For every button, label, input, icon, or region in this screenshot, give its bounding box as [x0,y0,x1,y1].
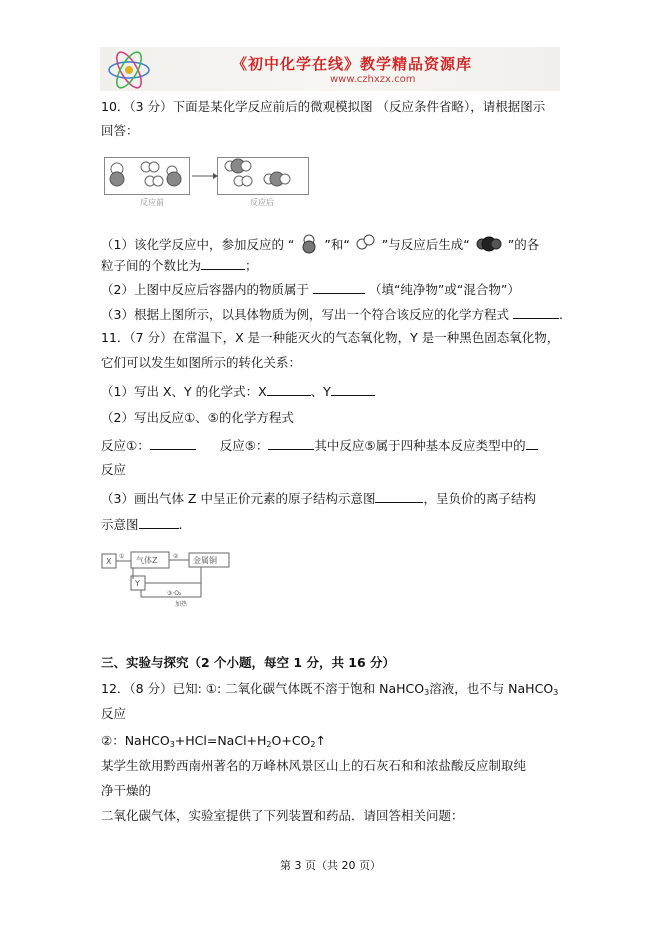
q11-part2: （2）写出反应①、⑤的化学方程式 [101,410,294,425]
q11-transformation-figure [101,549,251,611]
q10-part1-line1 [101,233,539,255]
molecule-a-icon [298,233,320,255]
section3-heading: 三、实验与探究（2 个小题，每空 1 分，共 16 分） [101,655,396,670]
q11-p2-tail: 其中反应⑤属于四种基本反应类型中的 [314,438,526,453]
q11-p3-a: （3）画出气体 Z 中呈正价元素的原子结构示意图 [101,491,376,506]
sub-3: 3 [553,688,559,697]
eq-a: ②：NaHCO [101,733,170,748]
molecule-c-icon [474,235,504,253]
q10-p1-a: （1）该化学反应中，参加反应的 “ [101,237,295,252]
answer-blank[interactable] [139,516,179,529]
q10-stem-line1: 10．（3 分）下面是某化学反应前后的微观模拟图 （反应条件省略），请根据图示 [101,99,546,114]
q11-p2-end: 反应 [101,462,127,477]
q10-p1-e: 粒子间的个数比为 [101,258,202,273]
fig-c1: ① [119,553,125,560]
q12-stem-a: 12．（8 分）已知: ①: 二氧化碳气体既不溶于饱和 NaHCO [101,681,425,696]
q12-line5: 二氧化碳气体，实验室提供了下列装置和药品．请回答相关问题： [101,808,464,823]
q11-stem-line1: 11．（7 分）在常温下，X 是一种能灭火的气态氧化物，Y 是一种黑色固态氧化物， [101,330,560,345]
answer-blank[interactable] [267,383,311,396]
banner-title: 《初中化学在线》教学精品资源库 [232,55,473,73]
q12-stem-line1 [101,681,558,701]
answer-blank[interactable] [513,306,559,319]
sub-3: 3 [169,740,175,749]
q10-part2 [101,281,520,298]
sub-2: 2 [310,740,316,749]
molecule-b-icon [354,234,378,252]
fig-x-label: X [106,557,112,566]
q11-part3-line2 [101,516,183,533]
q11-p1-b: 、Y [310,384,331,399]
q11-p3-d: . [178,517,183,532]
q10-p3-a: （3）根据上图所示，以具体物质为例，写出一个符合该反应的化学方程式 [101,307,509,322]
sub-2: 2 [266,740,272,749]
answer-blank[interactable] [331,383,375,396]
q11-stem-line2: 它们可以发生如图所示的转化关系： [101,355,302,370]
q10-p1-e-end: ； [245,258,258,273]
q12-line4: 净干燥的 [101,783,152,798]
q10-p1-b: ”和“ [324,237,350,252]
fig-label-before: 反应前 [140,198,164,207]
q11-part3-line1 [101,490,536,507]
fig-c2: ② [173,553,179,560]
sub-3: 3 [424,688,430,697]
fig-z-label: 气体Z [136,556,158,565]
answer-blank[interactable] [313,281,365,294]
molecule-drawing [104,157,314,197]
q10-p2-b: （填“纯净物”或“混合物”） [368,282,520,297]
q11-r5-label: 反应⑤： [219,438,269,453]
atom-logo-icon [104,50,154,90]
answer-blank[interactable] [150,437,196,450]
q11-p3-c: 示意图 [101,517,139,532]
q11-p1-a: （1）写出 X、Y 的化学式：X [101,384,267,399]
fig-label-after: 反应后 [250,198,274,207]
fig-metal-label: 金属铜 [193,556,217,565]
fig-y-label: Y [135,579,140,588]
q12-equation [101,733,326,753]
page-footer: 第 3 页（共 20 页） [280,859,381,872]
fig-c3: ③·O₂ [167,590,182,597]
answer-blank[interactable] [268,437,314,450]
eq-d: ↑ [315,733,326,748]
q10-part3 [101,306,563,323]
q10-p1-d: ”的各 [507,237,540,252]
q10-part1-line2 [101,257,258,274]
eq-c: O+CO [271,733,311,748]
q12-stem-line2: 反应 [101,706,127,721]
banner-url: www.czhxzx.com [330,74,416,85]
q12-line3: 某学生欲用黔西南州著名的万峰林风景区山上的石灰石和和浓盐酸反应制取纯 [101,758,527,773]
q10-p3-b: . [558,307,563,322]
fig-heat: 加热 [175,601,188,608]
q10-stem-line2: 回答： [101,123,139,138]
q11-p3-b: ，呈负价的离子结构 [423,491,536,506]
answer-blank[interactable] [526,437,538,450]
q12-stem-b: 溶液，也不与 NaHCO [429,681,554,696]
eq-b: +HCl=NaCl+H [174,733,267,748]
q11-part2-reactions [101,437,538,454]
q10-p1-c: ”与反应后生成“ [381,237,470,252]
q11-part1 [101,383,375,400]
answer-blank[interactable] [201,257,245,270]
q10-p2-a: （2）上图中反应后容器内的物质属于 [101,282,309,297]
q11-r1-label: 反应①： [101,438,150,453]
answer-blank[interactable] [375,490,423,503]
